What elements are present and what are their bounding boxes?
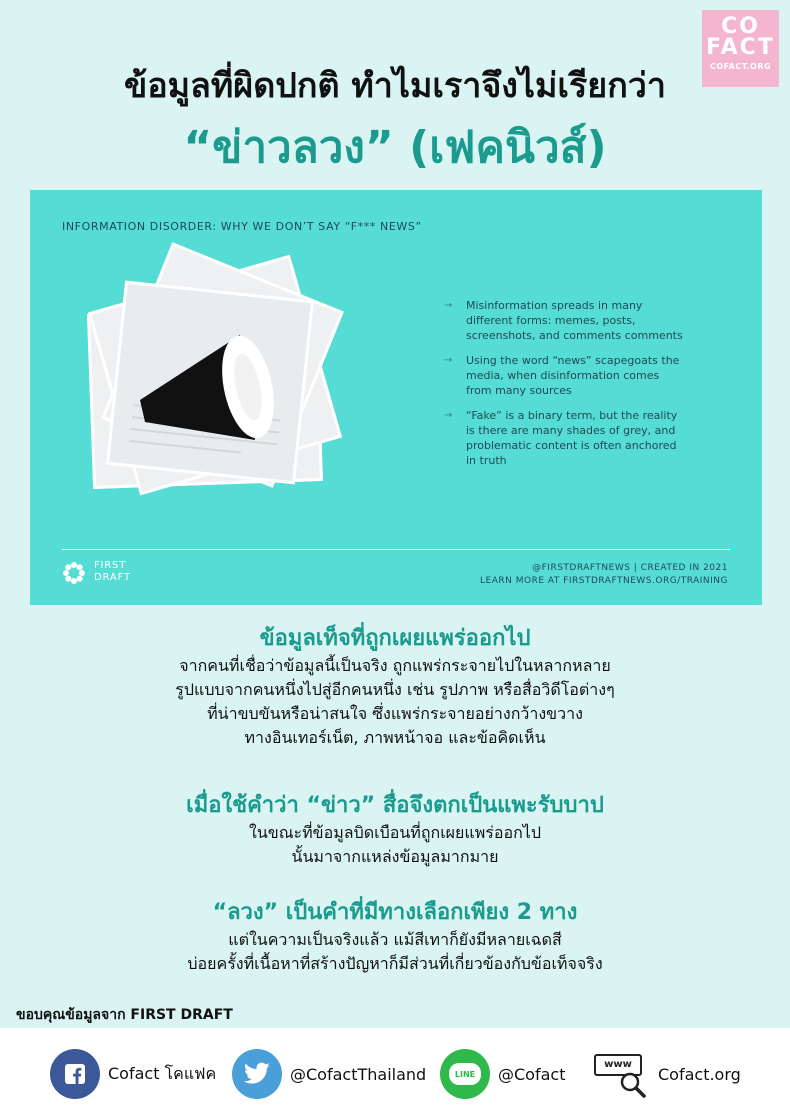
first-draft-logo-icon [62,561,86,585]
social-footer [0,1028,790,1120]
slide-bullets [444,298,684,478]
megaphone-icon [90,260,340,490]
bullet-item [444,298,684,343]
website-icon-text: www [594,1054,642,1076]
section-line: แต่ในความเป็นจริงแล้ว แม้สีเทาก็ยังมีหลายเฉดสี [228,930,562,949]
brand-line-1: FIRST [94,560,127,571]
headline-accent: “ข่าวลวง” (เฟคนิวส์) [183,122,607,173]
section-line: นั้นมาจากแหล่งข้อมูลมากมาย [291,847,499,866]
bullet-item [444,408,684,468]
slide-divider [62,549,730,550]
bullet-text: “Fake” is a binary term, but the reality is there are many shades of grey, and problematic content is often anchored in truth [466,409,678,467]
megaphone-illustration [90,260,340,490]
section-fake-binary [0,898,790,976]
website-label: Cofact.org [658,1064,741,1084]
section-line: รูปแบบจากคนหนึ่งไปสู่อีกคนหนึ่ง เช่น รูปภาพ หรือสื่อวิดีโอต่างๆ [175,680,615,699]
section-news-scapegoat [0,791,790,869]
facebook-link[interactable] [50,1048,216,1100]
bullet-item [444,353,684,398]
slide-title: INFORMATION DISORDER: WHY WE DON’T SAY “F*** NEWS” [62,220,422,233]
credits-text: ขอบคุณข้อมูลจาก FIRST DRAFT [16,1007,233,1023]
section-misinformation [0,624,790,750]
credit-line-1: @FIRSTDRAFTNEWS | CREATED IN 2021 [532,563,728,573]
section-line: ในขณะที่ข้อมูลบิดเบือนที่ถูกเผยแพร่ออกไป [249,823,541,842]
section-line: ทางอินเทอร์เน็ต, ภาพหน้าจอ และข้อคิดเห็น [244,728,546,747]
line-link[interactable] [440,1048,565,1100]
logo-url: COFACT.ORG [709,62,772,71]
slide-panel [30,190,762,605]
bullet-text: Using the word “news” scapegoats the media, when disinformation comes from many sources [466,354,680,397]
facebook-icon [50,1049,100,1099]
slide-credit [480,562,728,588]
arrow-icon: → [444,410,453,421]
website-icon [594,1048,650,1100]
section-title: เมื่อใช้คำว่า “ข่าว” สื่อจึงตกเป็นแพะรับบาป [186,793,604,818]
section-line: ที่น่าขบขันหรือน่าสนใจ ซึ่งแพร่กระจายอย่างกว้างขวาง [207,704,583,723]
section-line: จากคนที่เชื่อว่าข้อมูลนี้เป็นจริง ถูกแพร่กระจายไปในหลากหลาย [179,656,611,675]
headline: ข้อมูลที่ผิดปกติ ทำไมเราจึงไม่เรียกว่า [123,66,666,106]
section-title: “ลวง” เป็นคำที่มีทางเลือกเพียง 2 ทาง [212,900,578,925]
twitter-label: @CofactThailand [290,1064,427,1084]
line-label: @Cofact [498,1064,566,1084]
arrow-icon: → [444,300,453,311]
twitter-link[interactable] [232,1048,426,1100]
twitter-icon [232,1049,282,1099]
section-title: ข้อมูลเท็จที่ถูกเผยแพร่ออกไป [259,626,531,651]
arrow-icon: → [444,355,453,366]
logo-line-1: CO [721,14,760,39]
facebook-label: Cofact โคแฟค [108,1063,217,1083]
section-line: บ่อยครั้งที่เนื้อหาที่สร้างปัญหาก็มีส่วนที่เกี่ยวข้องกับข้อเท็จจริง [187,954,603,973]
brand-line-2: DRAFT [94,572,131,583]
credit-line-2: LEARN MORE AT FIRSTDRAFTNEWS.ORG/TRAINING [480,576,728,586]
line-icon-text: LINE [449,1063,481,1085]
logo-line-2: FACT [706,35,775,60]
first-draft-brand [94,560,131,584]
bullet-text: Misinformation spreads in many different forms: memes, posts, screenshots, and comments comments [466,299,683,342]
line-icon [440,1049,490,1099]
website-link[interactable] [594,1048,741,1100]
